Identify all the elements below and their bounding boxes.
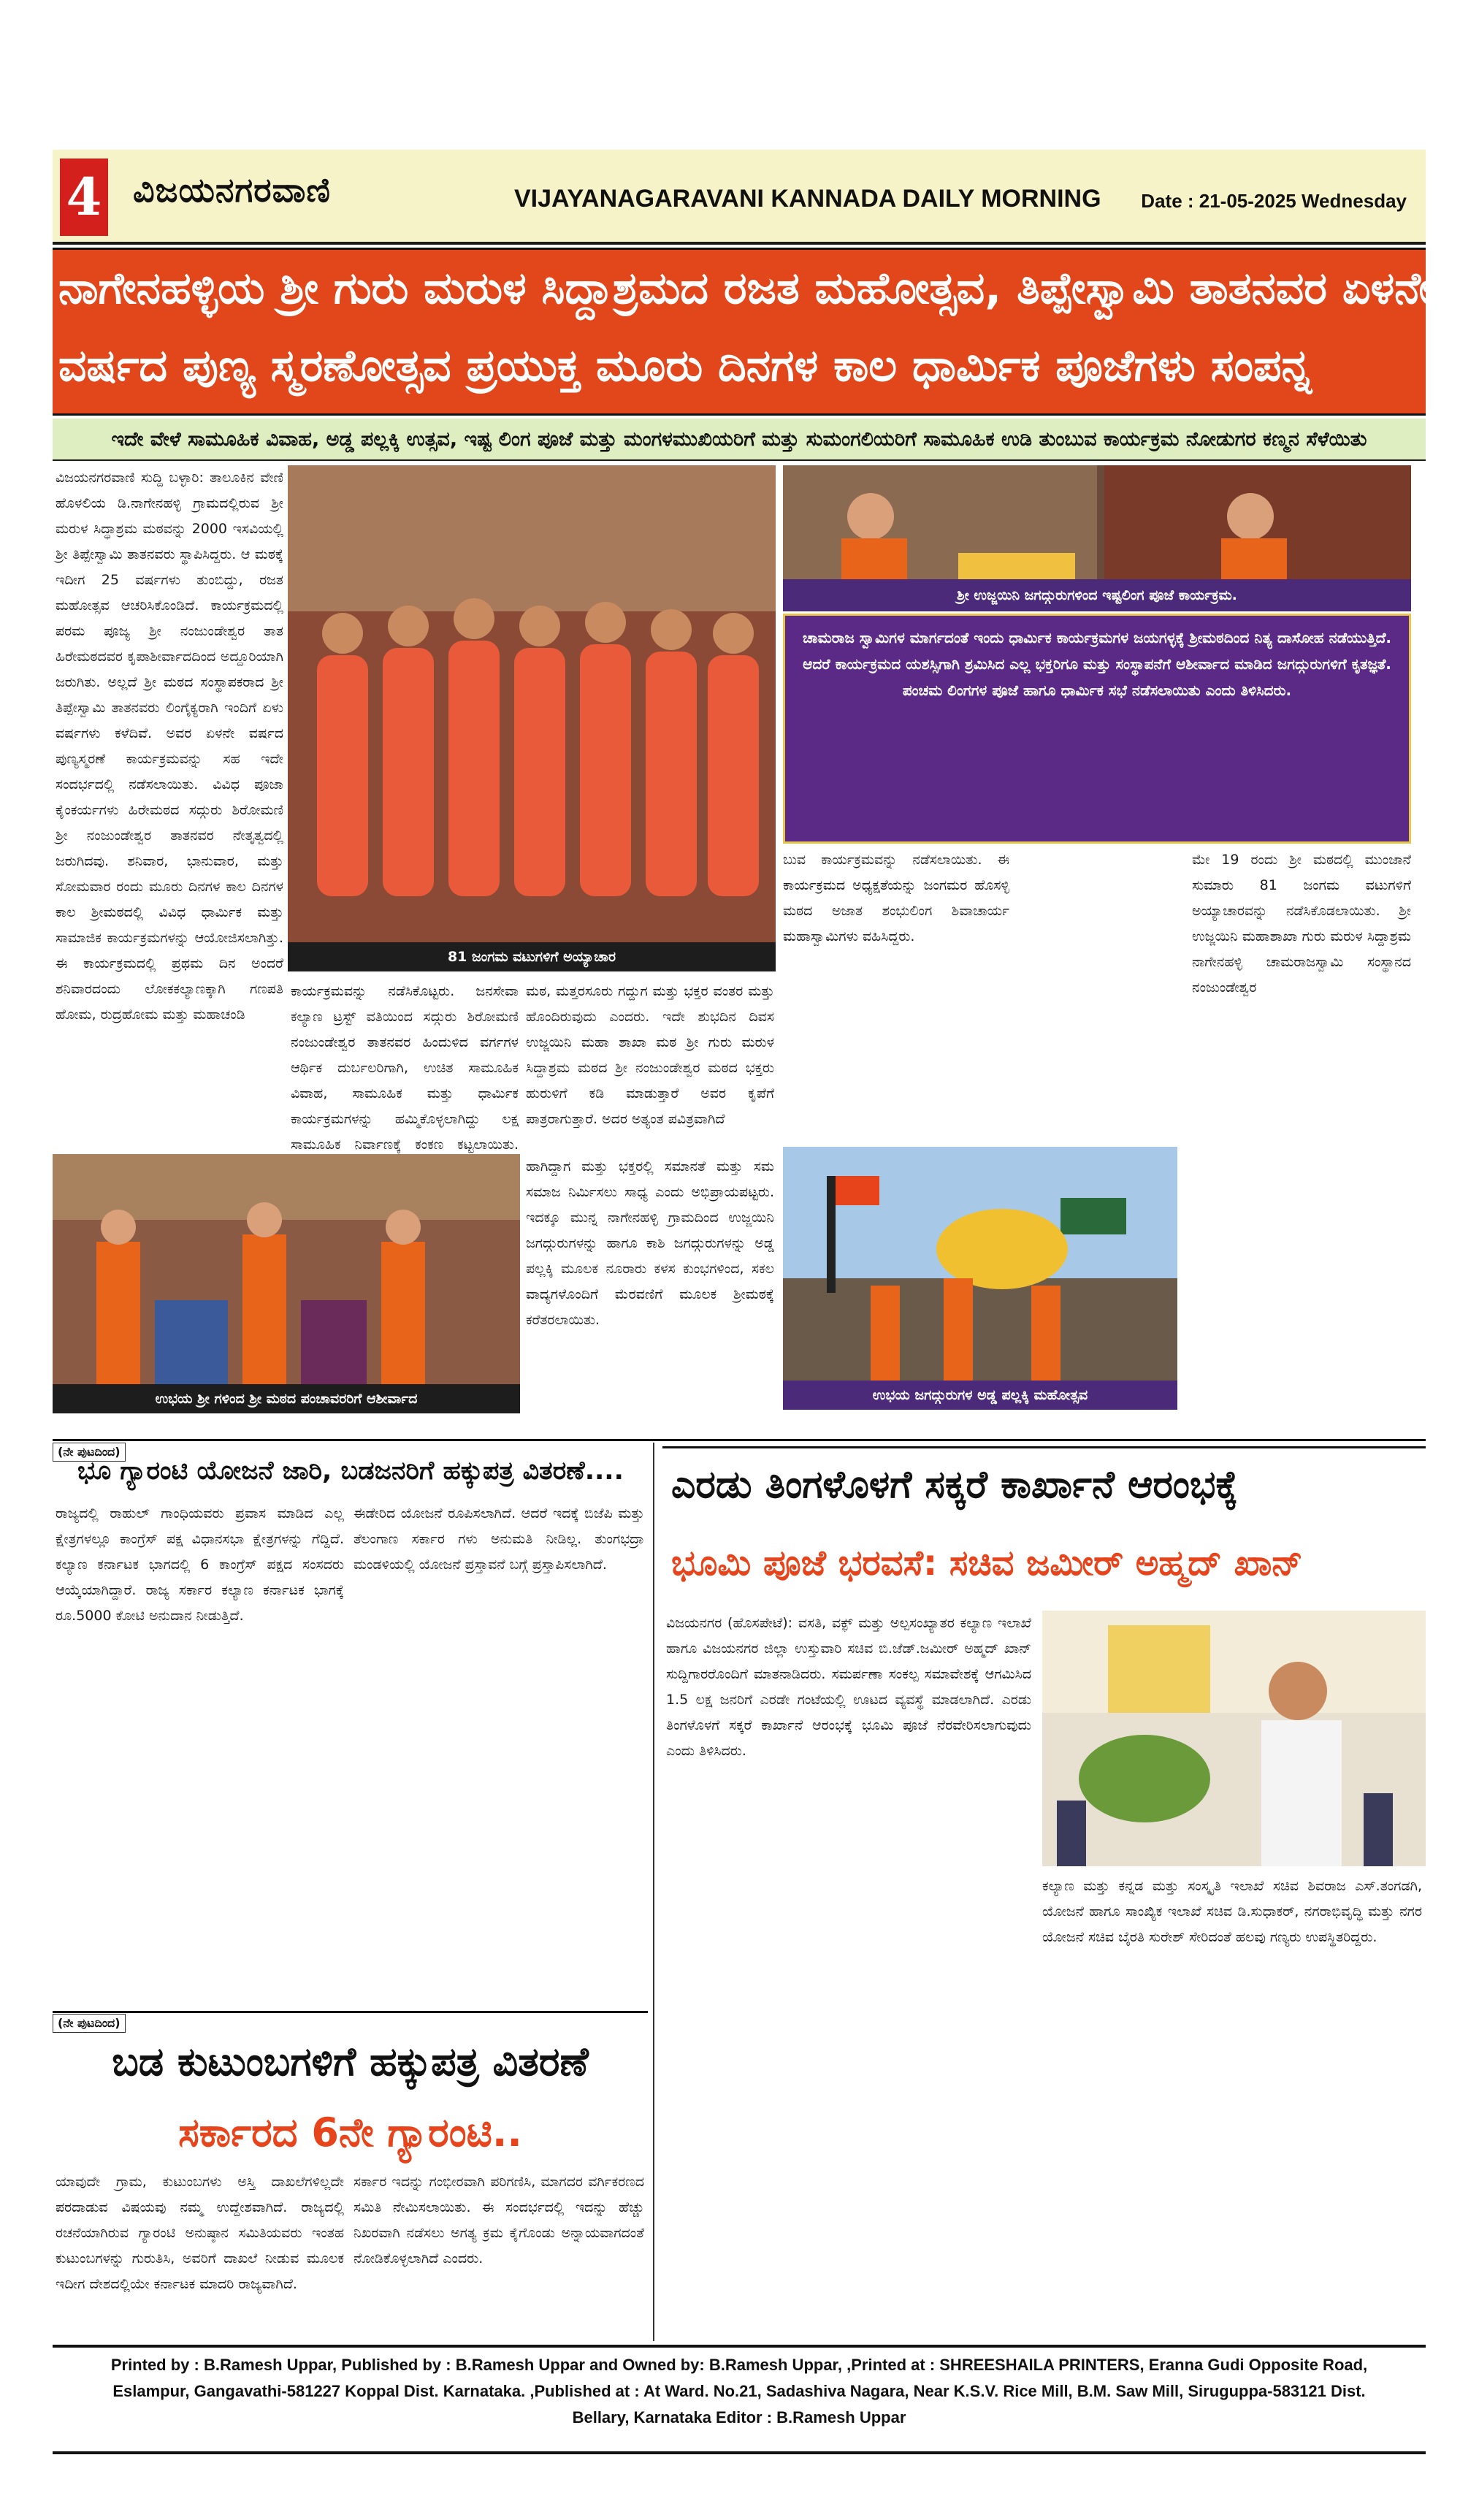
section-divider	[53, 1439, 1426, 1441]
lead-column-6: ಮೇ 19 ರಂದು ಶ್ರೀ ಮಠದಲ್ಲಿ ಮುಂಜಾನೆ ಸುಮಾರು 81 ಜಂಗಮ ವಟುಗಳಿಗೆ ಅಯ್ಯಾಚಾರವನ್ನು ನಡೆಸಿಕೊಡಲಾಯಿತು. ಶ್ರೀ ಉಜ್ಜಯಿನಿ ಮಹಾಶಾಖಾ ಗುರು ಮರುಳ ಸಿದ್ದಾಶ್ರಮ ನಾಗೇನಹಳ್ಳಿ ಚಾಮರಾಜಸ್ವಾಮಿ ಸಂಸ್ಥಾನದ ನಂಜುಂಡೇಶ್ವರ	[1192, 852, 1411, 996]
lead-column-5: ಬುವ ಕಾರ್ಯಕ್ರಮವನ್ನು ನಡೆಸಲಾಯಿತು. ಈ ಕಾರ್ಯಕ್ರಮದ ಅಧ್ಯಕ್ಷತೆಯನ್ನು ಜಂಗಮರ ಹೊಸಳ್ಳಿ ಮಠದ ಅಜಾತ ಶಂಭುಲಿಂಗ ಶಿವಾಚಾರ್ಯ ಮಹಾಸ್ವಾಮಿಗಳು ವಹಿಸಿದ್ದರು.	[783, 852, 1009, 944]
photo-procession	[783, 1147, 1177, 1381]
lead-column-4: ಹಾಗಿದ್ದಾಗ ಮತ್ತು ಭಕ್ತರಲ್ಲಿ ಸಮಾನತೆ ಮತ್ತು ಸಮ ಸಮಾಜ ನಿರ್ಮಿಸಲು ಸಾಧ್ಯ ಎಂದು ಅಭಿಪ್ರಾಯಪಟ್ಟರು. ಇದಕ್ಕೂ ಮುನ್ನ ನಾಗೇನಹಳ್ಳಿ ಗ್ರಾಮದಿಂದ ಉಜ್ಜಯಿನಿ ಜಗದ್ಗುರುಗಳನ್ನು ಹಾಗೂ ಕಾಶಿ ಜಗದ್ಗುರುಗಳನ್ನು ಅಡ್ಡ ಪಲ್ಲಕ್ಕಿ ಮೂಲಕ ನೂರಾರು ಕಳಸ ಕುಂಭಗಳಿಂದ, ಸಕಲ ವಾದ್ಯಗಳೊಂದಿಗೆ ಮೆರವಣಿಗೆ ಮೂಲಕ ಶ್ರೀಮಠಕ್ಕೆ ಕರೆತರಲಾಯಿತು.	[526, 1158, 774, 1328]
continuation-tag: (ನೇ ಪುಟದಿಂದ)	[53, 2014, 126, 2033]
story4-headline-line2: ಭೂಮಿ ಪೂಜೆ ಭರವಸೆ: ಸಚಿವ ಜಮೀರ್ ಅಹ್ಮದ್ ಖಾನ್	[671, 1543, 1303, 1584]
story4-headline-line1: ಎರಡು ತಿಂಗಳೊಳಗೆ ಸಕ್ಕರೆ ಕಾರ್ಖಾನೆ ಆರಂಭಕ್ಕೆ	[662, 1446, 1426, 1519]
imprint-line-1: Printed by : B.Ramesh Uppar, Published by : B.Ramesh Uppar and Owned by: B.Ramesh Uppar, ,Printed at : SHREESHAILA PRINTERS, Eranna Gudi Opposite Road,	[110, 2356, 1368, 2374]
page-number: 4	[60, 159, 108, 236]
lead-subheadline: ಇದೇ ವೇಳೆ ಸಾಮೂಹಿಕ ವಿವಾಹ, ಅಡ್ಡ ಪಲ್ಲಕ್ಕಿ ಉತ್ಸವ, ಇಷ್ಟ ಲಿಂಗ ಪೂಜೆ ಮತ್ತು ಮಂಗಳಮುಖಿಯರಿಗೆ ಮತ್ತು ಸುಮಂಗಲಿಯರಿಗೆ ಸಾಮೂಹಿಕ ಉಡಿ ತುಂಬುವ ಕಾರ್ಯಕ್ರಮ ನೋಡುಗರ ಕಣ್ಮನ ಸೆಳೆಯಿತು	[53, 419, 1426, 461]
lead-column-1: ವಿಜಯನಗರವಾಣಿ ಸುದ್ದಿ ಬಳ್ಳಾರಿ: ತಾಲೂಕಿನ ವೇಣಿ ಹೊಳಲಿಯ ಡಿ.ನಾಗೇನಹಳ್ಳಿ ಗ್ರಾಮದಲ್ಲಿರುವ ಶ್ರೀ ಮರುಳ ಸಿದ್ಧಾಶ್ರಮ ಮಠವನ್ನು 2000 ಇಸವಿಯಲ್ಲಿ ಶ್ರೀ ತಿಪ್ಪೇಸ್ವಾಮಿ ತಾತನವರು ಸ್ಥಾಪಿಸಿದ್ದರು. ಆ ಮಠಕ್ಕೆ ಇದೀಗ 25 ವರ್ಷಗಳು ತುಂಬಿದ್ದು, ರಜತ ಮಹೋತ್ಸವ ಆಚರಿಸಿಕೊಂಡಿದೆ. ಕಾರ್ಯಕ್ರಮದಲ್ಲಿ ಪರಮ ಪೂಜ್ಯ ಶ್ರೀ ನಂಜುಂಡೇಶ್ವರ ತಾತ ಹಿರೇಮಠದವರ ಕೃಪಾಶೀರ್ವಾದದಿಂದ ಅದ್ದೂರಿಯಾಗಿ ಜರುಗಿತು. ಅಲ್ಲದೆ ಶ್ರೀ ಮಠದ ಸಂಸ್ಥಾಪಕರಾದ ಶ್ರೀ ತಿಪ್ಪೇಸ್ವಾಮಿ ತಾತನವರು ಲಿಂಗೈಕ್ಯರಾಗಿ ಇಂದಿಗೆ ಏಳು ವರ್ಷಗಳು ಕಳೆದಿವೆ. ಅವರ ಏಳನೇ ವರ್ಷದ ಪುಣ್ಯಸ್ಮರಣೆ ಕಾರ್ಯಕ್ರಮವನ್ನು ಸಹ ಇದೇ ಸಂದರ್ಭದಲ್ಲಿ ನಡೆಸಲಾಯಿತು. ವಿವಿಧ ಪೂಜಾ ಕೈಂಕರ್ಯಗಳು ಹಿರೇಮಠದ ಸದ್ಗುರು ಶಿರೋಮಣಿ ಶ್ರೀ ನಂಜುಂಡೇಶ್ವರ ತಾತನವರ ನೇತೃತ್ವದಲ್ಲಿ ಜರುಗಿದವು. ಶನಿವಾರ, ಭಾನುವಾರ, ಮತ್ತು ಸೋಮವಾರ ರಂದು ಮೂರು ದಿನಗಳ ಕಾಲ ದಿನಗಳ ಕಾಲ ಶ್ರೀಮಠದಲ್ಲಿ ವಿವಿಧ ಧಾರ್ಮಿಕ ಮತ್ತು ಸಾಮಾಜಿಕ ಕಾರ್ಯಕ್ರಮಗಳನ್ನು ಆಯೋಜಿಸಲಾಗಿತ್ತು. ಈ ಕಾರ್ಯಕ್ರಮದಲ್ಲಿ ಪ್ರಥಮ ದಿನ ಅಂದರೆ ಶನಿವಾರದಂದು ಲೋಕಕಲ್ಯಾಣಕ್ಕಾಗಿ ಗಣಪತಿ ಹೋಮ, ರುದ್ರಹೋಮ ಮತ್ತು ಮಹಾಚಂಡಿ	[56, 470, 283, 1023]
photo-caption-procession: ಉಭಯ ಜಗದ್ಗುರುಗಳ ಅಡ್ಡ ಪಲ್ಲಕ್ಕಿ ಮಹೋತ್ಸವ	[783, 1381, 1177, 1410]
photo-jangama-group	[288, 465, 776, 942]
lead-column-2: ಕಾರ್ಯಕ್ರಮವನ್ನು ನಡೆಸಿಕೊಟ್ಟರು. ಜನಸೇವಾ ಕಲ್ಯಾಣ ಟ್ರಸ್ಟ್ ವತಿಯಿಂದ ಸದ್ಗುರು ಶಿರೋಮಣಿ ನಂಜುಂಡೇಶ್ವರ ತಾತನವರ ಹಿಂದುಳಿದ ವರ್ಗಗಳ ಆರ್ಥಿಕ ದುರ್ಬಲರಿಗಾಗಿ, ಉಚಿತ ಸಾಮೂಹಿಕ ವಿವಾಹ, ಸಾಮೂಹಿಕ ಮತ್ತು ಧಾರ್ಮಿಕ ಕಾರ್ಯಕ್ರಮಗಳನ್ನು ಹಮ್ಮಿಕೊಳ್ಳಲಾಗಿದ್ದು ಲಕ್ಷ ಸಾಮೂಹಿಕ ನಿರ್ವಾಣಕ್ಕೆ ಕಂಕಣ ಕಟ್ಟಲಾಯಿತು.	[291, 983, 519, 1153]
story2-column-1: ರಾಜ್ಯದಲ್ಲಿ ರಾಹುಲ್ ಗಾಂಧಿಯವರು ಪ್ರವಾಸ ಮಾಡಿದ ಎಲ್ಲ ಕ್ಷೇತ್ರಗಳಲ್ಲೂ ಕಾಂಗ್ರೆಸ್ ಪಕ್ಷ ವಿಧಾನಸಭಾ ಕ್ಷೇತ್ರಗಳನ್ನು ಗೆದ್ದಿದೆ. ಕಲ್ಯಾಣ ಕರ್ನಾಟಕ ಭಾಗದಲ್ಲಿ 6 ಕಾಂಗ್ರೆಸ್ ಪಕ್ಷದ ಸಂಸದರು ಆಯ್ಕೆಯಾಗಿದ್ದಾರೆ. ರಾಜ್ಯ ಸರ್ಕಾರ ಕಲ್ಯಾಣ ಕರ್ನಾಟಕ ಭಾಗಕ್ಕೆ ರೂ.5000 ಕೋಟಿ ಅನುದಾನ ನೀಡುತ್ತಿದೆ.	[56, 1505, 344, 1624]
photo-caption-blessing: ಉಭಯ ಶ್ರೀ ಗಳಿಂದ ಶ್ರೀ ಮಠದ ಪಂಚಾವರರಿಗೆ ಆಶೀರ್ವಾದ	[53, 1384, 520, 1413]
lead-headline-line1: ನಾಗೇನಹಳ್ಳಿಯ ಶ್ರೀ ಗುರು ಮರುಳ ಸಿದ್ದಾಶ್ರಮದ ರಜತ ಮಹೋತ್ಸವ, ತಿಪ್ಪೇಸ್ವಾಮಿ ತಾತನವರ ಏಳನೇ	[58, 263, 1434, 314]
masthead-title-english: VIJAYANAGARAVANI KANNADA DAILY MORNING	[514, 185, 1101, 213]
story4-column-1: ವಿಜಯನಗರ (ಹೊಸಪೇಟೆ): ವಸತಿ, ವಕ್ಫ್ ಮತ್ತು ಅಲ್ಪಸಂಖ್ಯಾತರ ಕಲ್ಯಾಣ ಇಲಾಖೆ ಹಾಗೂ ವಿಜಯನಗರ ಜಿಲ್ಲಾ ಉಸ್ತುವಾರಿ ಸಚಿವ ಬಿ.ಜೆಡ್.ಜಮೀರ್ ಅಹ್ಮದ್ ಖಾನ್ ಸುದ್ದಿಗಾರರೊಂದಿಗೆ ಮಾತನಾಡಿದರು. ಸಮರ್ಪಣಾ ಸಂಕಲ್ಪ ಸಮಾವೇಶಕ್ಕೆ ಆಗಮಿಸಿದ 1.5 ಲಕ್ಷ ಜನರಿಗೆ ಎರಡೇ ಗಂಟೆಯಲ್ಲಿ ಊಟದ ವ್ಯವಸ್ಥೆ ಮಾಡಲಾಗಿದೆ. ಎರಡು ತಿಂಗಳೊಳಗೆ ಸಕ್ಕರೆ ಕಾರ್ಖಾನೆ ಆರಂಭಕ್ಕೆ ಭೂಮಿ ಪೂಜೆ ನೆರವೇರಿಸಲಾಗುವುದು ಎಂದು ತಿಳಿಸಿದರು.	[666, 1615, 1031, 1759]
story3-headline-line2: ಸರ್ಕಾರದ 6ನೇ ಗ್ಯಾರಂಟಿ..	[178, 2109, 522, 2156]
story2-headline: ಭೂ ಗ್ಯಾರಂಟಿ ಯೋಜನೆ ಜಾರಿ, ಬಡಜನರಿಗೆ ಹಕ್ಕುಪತ್ರ ವಿತರಣೆ....	[77, 1456, 624, 1486]
story4-column-2: ಕಲ್ಯಾಣ ಮತ್ತು ಕನ್ನಡ ಮತ್ತು ಸಂಸ್ಕೃತಿ ಇಲಾಖೆ ಸಚಿವ ಶಿವರಾಜ ಎಸ್.ತಂಗಡಗಿ, ಯೋಜನೆ ಹಾಗೂ ಸಾಂಖ್ಯಿಕ ಇಲಾಖೆ ಸಚಿವ ಡಿ.ಸುಧಾಕರ್, ನಗರಾಭಿವೃದ್ಧಿ ಮತ್ತು ನಗರ ಯೋಜನೆ ಸಚಿವ ಬೈರತಿ ಸುರೇಶ್ ಸೇರಿದಂತೆ ಹಲವು ಗಣ್ಯರು ಉಪಸ್ಥಿತರಿದ್ದರು.	[1042, 1878, 1422, 1945]
section-divider	[53, 2011, 648, 2013]
masthead-title-kannada: ವಿಜಯನಗರವಾಣಿ	[133, 170, 331, 210]
lead-column-3: ಮಠ, ಮತ್ತರಸೂರು ಗದ್ದುಗ ಮತ್ತು ಭಕ್ತರ ವಂತರ ಮತ್ತು ಹೊಂದಿರುವುದು ಎಂದರು. ಇದೇ ಶುಭದಿನ ದಿವಸ ಉಜ್ಜಯಿನಿ ಮಹಾ ಶಾಖಾ ಮಠ ಶ್ರೀ ಗುರು ಮರುಳ ಸಿದ್ದಾಶ್ರಮ ಮಠದ ಶ್ರೀ ನಂಜುಂಡೇಶ್ವರ ಮಠದ ಭಕ್ತರು ಹುರುಳಿಗೆ ಕಡಿ ಮಾಡುತ್ತಾರೆ ಅವರ ಕೃಪೆಗೆ ಪಾತ್ರರಾಗುತ್ತಾರೆ. ಅದರ ಅತ್ಯಂತ ಪವಿತ್ರವಾಗಿದೆ	[526, 983, 774, 1127]
newspaper-page	[53, 150, 1434, 2454]
story3-column-2: ಸರ್ಕಾರ ಇದನ್ನು ಗಂಭೀರವಾಗಿ ಪರಿಗಣಿಸಿ, ಮಾಗದರ ವರ್ಗಿಕರಣದ ಸಮಿತಿ ನೇಮಿಸಲಾಯಿತು. ಈ ಸಂದರ್ಭದಲ್ಲಿ ಇದನ್ನು ಹೆಚ್ಚು ನಿಖರವಾಗಿ ನಡೆಸಲು ಅಗತ್ಯ ಕ್ರಮ ಕೈಗೊಂಡು ಅನ್ನಾಯವಾಗದಂತೆ ನೋಡಿಕೊಳ್ಳಲಾಗಿದೆ ಎಂದರು.	[353, 2174, 644, 2267]
imprint-footer	[53, 2345, 1426, 2454]
photo-minister	[1042, 1611, 1426, 1866]
column-divider	[653, 1443, 654, 2341]
story3-headline-line1: ಬಡ ಕುಟುಂಬಗಳಿಗೆ ಹಕ್ಕುಪತ್ರ ವಿತರಣೆ	[112, 2039, 589, 2085]
lead-headline-line2: ವರ್ಷದ ಪುಣ್ಯ ಸ್ಮರಣೋತ್ಸವ ಪ್ರಯುಕ್ತ ಮೂರು ದಿನಗಳ ಕಾಲ ಧಾರ್ಮಿಕ ಪೂಜೆಗಳು ಸಂಪನ್ನ	[58, 340, 1312, 392]
imprint-line-2: Eslampur, Gangavathi-581227 Koppal Dist. Karnataka. ,Published at : At Ward. No.21, Sadashiva Nagara, Near K.S.V. Rice Mill, B.M. Saw Mill, Siruguppa-583121 Dist.	[112, 2382, 1366, 2400]
lead-headline	[53, 248, 1434, 416]
photo-caption-jangama: 81 ಜಂಗಮ ವಟುಗಳಿಗೆ ಅಯ್ಯಾಚಾರ	[288, 942, 776, 971]
masthead	[53, 150, 1426, 245]
issue-date: Date : 21-05-2025 Wednesday	[1141, 190, 1407, 212]
story3-column-1: ಯಾವುದೇ ಗ್ರಾಮ, ಕುಟುಂಬಗಳು ಅಸ್ತಿ ದಾಖಲೆಗಳಿಲ್ಲದೇ ಪರದಾಡುವ ವಿಷಯವು ನಮ್ಮ ಉದ್ದೇಶವಾಗಿದೆ. ರಾಜ್ಯದಲ್ಲಿ ರಚನೆಯಾಗಿರುವ ಗ್ಯಾರಂಟಿ ಅನುಷ್ಠಾನ ಸಮಿತಿಯವರು ಇಂತಹ ಕುಟುಂಬಗಳನ್ನು ಗುರುತಿಸಿ, ಅವರಿಗೆ ದಾಖಲೆ ನೀಡುವ ಮೂಲಕ ಇದೀಗ ದೇಶದಲ್ಲಿಯೇ ಕರ್ನಾಟಕ ಮಾದರಿ ರಾಜ್ಯವಾಗಿದೆ.	[56, 2174, 344, 2292]
info-box-text: ಚಾಮರಾಜ ಸ್ವಾಮಿಗಳ ಮಾರ್ಗದಂತೆ ಇಂದು ಧಾರ್ಮಿಕ ಕಾರ್ಯಕ್ರಮಗಳ ಜಯಗಳ್ಳಕ್ಕೆ ಶ್ರೀಮಠದಿಂದ ನಿತ್ಯ ದಾಸೋಹ ನಡೆಯುತ್ತಿದೆ. ಆದರೆ ಕಾರ್ಯಕ್ರಮದ ಯಶಸ್ಸಿಗಾಗಿ ಶ್ರಮಿಸಿದ ಎಲ್ಲ ಭಕ್ತರಿಗೂ ಮತ್ತು ಸಂಸ್ಥಾಪನೆಗೆ ಆಶೀರ್ವಾದ ಮಾಡಿದ ಜಗದ್ಗುರುಗಳಿಗೆ ಕೃತಜ್ಞತೆ. ಪಂಚಮ ಲಿಂಗಗಳ ಪೂಜೆ ಹಾಗೂ ಧಾರ್ಮಿಕ ಸಭೆ ನಡೆಸಲಾಯಿತು ಎಂದು ತಿಳಿಸಿದರು.	[802, 629, 1391, 699]
imprint-line-3: Bellary, Karnataka Editor : B.Ramesh Uppar	[572, 2408, 906, 2427]
story2-column-2: ಈಡೇರಿದ ಯೋಜನೆ ರೂಪಿಸಲಾಗಿದೆ. ಆದರೆ ಇದಕ್ಕೆ ಬಿಜೆಪಿ ಮತ್ತು ತೆಲಂಗಾಣ ಸರ್ಕಾರ ಗಳು ಅನುಮತಿ ನೀಡಿಲ್ಲ. ತುಂಗಭದ್ರಾ ಮಂಡಳಿಯಲ್ಲಿ ಯೋಜನೆ ಪ್ರಸ್ತಾವನೆ ಬಗ್ಗೆ ಪ್ರಸ್ತಾಪಿಸಲಾಗಿದೆ.	[353, 1505, 644, 1573]
info-box	[783, 614, 1411, 844]
continuation-tag: (ನೇ ಪುಟದಿಂದ)	[53, 1443, 126, 1462]
photo-caption-ishtalinga: ಶ್ರೀ ಉಜ್ಜಯಿನಿ ಜಗದ್ಗುರುಗಳಿಂದ ಇಷ್ಟಲಿಂಗ ಪೂಜೆ ಕಾರ್ಯಕ್ರಮ.	[783, 579, 1411, 611]
photo-blessing	[53, 1154, 520, 1384]
